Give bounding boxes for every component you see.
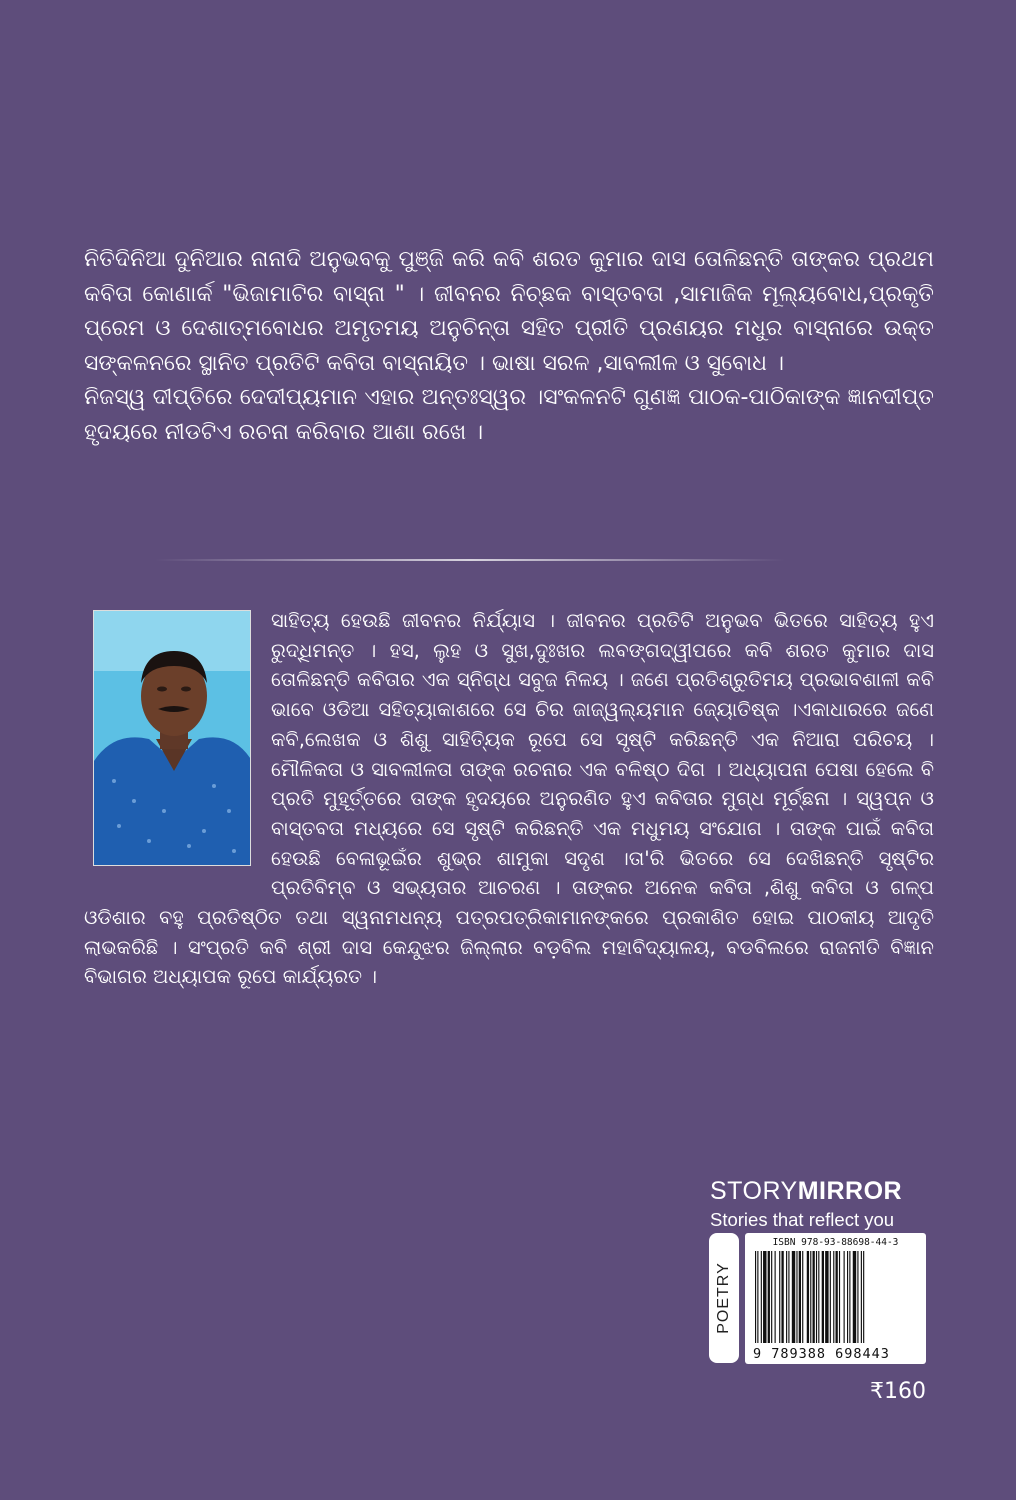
publisher-name-bold: MIRROR bbox=[797, 1177, 903, 1205]
barcode-bar bbox=[822, 1251, 824, 1343]
barcode-bar bbox=[844, 1251, 845, 1343]
barcode-bar bbox=[802, 1251, 803, 1343]
barcode-bar bbox=[775, 1251, 776, 1343]
author-bio bbox=[84, 606, 934, 992]
publisher-name-light: STORY bbox=[710, 1177, 798, 1205]
barcode-bar bbox=[833, 1251, 834, 1343]
barcode-bar bbox=[813, 1251, 815, 1343]
barcode-bar bbox=[771, 1251, 772, 1343]
barcode-bar bbox=[792, 1251, 795, 1343]
barcode-bar bbox=[818, 1251, 819, 1343]
book-blurb bbox=[84, 243, 934, 450]
barcode-bars bbox=[753, 1251, 921, 1343]
barcode-bar bbox=[853, 1251, 856, 1343]
publisher-tagline: Stories that reflect you bbox=[710, 1209, 895, 1230]
barcode-bar bbox=[786, 1251, 787, 1343]
isbn-barcode bbox=[745, 1233, 926, 1364]
barcode-bar bbox=[857, 1251, 858, 1343]
barcode-bar bbox=[861, 1251, 862, 1343]
isbn-label: ISBN 978-93-88698-44-3 bbox=[772, 1237, 899, 1248]
publisher-logo bbox=[710, 1177, 926, 1206]
barcode-bar bbox=[763, 1251, 766, 1343]
barcode-bar bbox=[768, 1251, 770, 1343]
barcode-bar bbox=[836, 1251, 838, 1343]
barcode-bar bbox=[816, 1251, 817, 1343]
barcode-bar bbox=[779, 1251, 780, 1343]
barcode-bar bbox=[761, 1251, 762, 1343]
barcode-bar bbox=[788, 1251, 789, 1343]
ean-digits: 9 789388 698443 bbox=[753, 1346, 890, 1362]
genre-label: POETRY bbox=[715, 1262, 732, 1334]
barcode-bar bbox=[847, 1251, 848, 1343]
barcode-bar bbox=[755, 1251, 756, 1343]
barcode-bar bbox=[781, 1251, 783, 1343]
barcode-bar bbox=[849, 1251, 850, 1343]
price: ₹160 bbox=[870, 1379, 926, 1404]
blurb-paragraph-1: ନିତିଦିନିଆ ଦୁନିଆର ନାନାଦି ଅନୁଭବକୁ ପୁଞ୍ଜି କରି କବି ଶରତ କୁମାର ଦାସ ତୋଳିଛନ୍ତି ତାଙ୍କର ପ୍ରଥମ କବିତା କୋଣାର୍କ "ଭିଜାମାଟିର ବାସ୍ନା " । ଜୀବନର ନିଚ୍ଛକ ବାସ୍ତବତା ,ସାମାଜିକ ମୂଲ୍ୟବୋଧ,ପ୍ରକୃତି ପ୍ରେମ ଓ ଦେଶାତ୍ମବୋଧର ଅମୃତମୟ ଅନୁଚିନ୍ତା ସହିତ ପ୍ରୀତି ପ୍ରଣୟର ମଧୁର ବାସ୍ନାରେ ଉକ୍ତ ସଙ୍କଳନରେ ସ୍ଥାନିତ ପ୍ରତିଟି କବିତା ବାସ୍ନାୟିତ । ଭାଷା ସରଳ ,ସାବଲୀଳ ଓ ସୁବୋଧ । bbox=[84, 247, 934, 376]
section-divider bbox=[155, 559, 785, 561]
publisher-brand bbox=[710, 1177, 926, 1231]
barcode-bar bbox=[830, 1251, 831, 1343]
barcode-bar bbox=[796, 1251, 797, 1343]
barcode-bar bbox=[839, 1251, 840, 1343]
barcode-bar bbox=[825, 1251, 828, 1343]
barcode-bar bbox=[863, 1251, 864, 1343]
barcode-bar bbox=[799, 1251, 801, 1343]
barcode-bar bbox=[757, 1251, 758, 1343]
genre-label-box bbox=[709, 1233, 739, 1363]
blurb-paragraph-2: ନିଜସ୍ୱ ଦୀପ୍ତିରେ ଦେଦୀପ୍ୟମାନ ଏହାର ଅନ୍ତଃସ୍ୱର ।ସଂକଳନଟି ଗୁଣଜ୍ଞ ପାଠକ-ପାଠିକାଙ୍କ ଜ୍ଞାନଦୀପ୍ତ ହୃଦୟରେ ନୀଡଟିଏ ରଚନା କରିବାର ଆଶା ରଖେ । bbox=[84, 385, 934, 445]
author-bio-text: ସାହିତ୍ୟ ହେଉଛି ଜୀବନର ନିର୍ଯ୍ୟାସ । ଜୀବନର ପ୍ରତିଟି ଅନୁଭବ ଭିତରେ ସାହିତ୍ୟ ହୁଏ ରୁଦ୍ଧିମନ୍ତ । ହସ, ଲୁହ ଓ ସୁଖ,ଦୁଃଖର ଲବଙ୍ଗଦ୍ୱୀପରେ କବି ଶରତ କୁମାର ଦାସ ତୋଳିଛନ୍ତି କବିତାର ଏକ ସ୍ନିଗ୍ଧ ସବୁଜ ନିଳୟ । ଜଣେ ପ୍ରତିଶ୍ରୁତିମୟ ପ୍ରଭାବଶାଳୀ କବି ଭାବେ ଓଡିଆ ସହିତ୍ୟାକାଶରେ ସେ ଚିର ଜାଜ୍ୱଲ୍ୟମାନ ଜ୍ୟୋତିଷ୍କ ।ଏକାଧାରରେ ଜଣେ କବି,ଲେଖକ ଓ ଶିଶୁ ସାହିତ୍ୟିକ ରୂପେ ସେ ସୃଷ୍ଟି କରିଛନ୍ତି ଏକ ନିଆରା ପରିଚୟ । ମୌଳିକତା ଓ ସାବଲୀଳତା ତାଙ୍କ ରଚନାର ଏକ ବଳିଷ୍ଠ ଦିଗ । ଅଧ୍ୟାପନା ପେଷା ହେଲେ ବି ପ୍ରତି ମୁହୂର୍ତ୍ତରେ ତାଙ୍କ ହୃଦୟରେ ଅନୁରଣିତ ହୁଏ କବିତାର ମୁଗ୍ଧ ମୂର୍ଚ୍ଛନା । ସ୍ୱପ୍ନ ଓ ବାସ୍ତବତା ମଧ୍ୟରେ ସେ ସୃଷ୍ଟି କରିଛନ୍ତି ଏକ ମଧୁମୟ ସଂଯୋଗ । ତାଙ୍କ ପାଇଁ କବିତା ହେଉଛି ବେଳାଭୂଇଁର ଶୁଭ୍ର ଶାମୁକା ସଦୃଶ ।ତା'ରି ଭିତରେ ସେ ଦେଖିଛନ୍ତି ସୃଷ୍ଟିର ପ୍ରତିବିମ୍ବ ଓ ସଭ୍ୟତାର ଆଚରଣ । ତାଙ୍କର ଅନେକ କବିତା ,ଶିଶୁ କବିତା ଓ ଗଳ୍ପ ଓଡିଶାର ବହୁ ପ୍ରତିଷ୍ଠିତ ତଥା ସ୍ୱନାମଧନ୍ୟ ପତ୍ରପତ୍ରିକାମାନଙ୍କରେ ପ୍ରକାଶିତ ହୋଇ ପାଠକୀୟ ଆଦୃତି ଲାଭକରିଛି । ସଂପ୍ରତି କବି ଶ୍ରୀ ଦାସ କେନ୍ଦୁଝର ଜିଲ୍ଲାର ବଡ଼ବିଲ ମହାବିଦ୍ୟାଳୟ, ବଡବିଲରେ ରାଜନୀତି ବିଜ୍ଞାନ ବିଭାଗର ଅଧ୍ୟାପକ ରୂପେ କାର୍ଯ୍ୟରତ । bbox=[84, 609, 934, 989]
barcode-bar bbox=[810, 1251, 811, 1343]
barcode-bar bbox=[807, 1251, 809, 1343]
photo-spacer bbox=[84, 606, 271, 902]
